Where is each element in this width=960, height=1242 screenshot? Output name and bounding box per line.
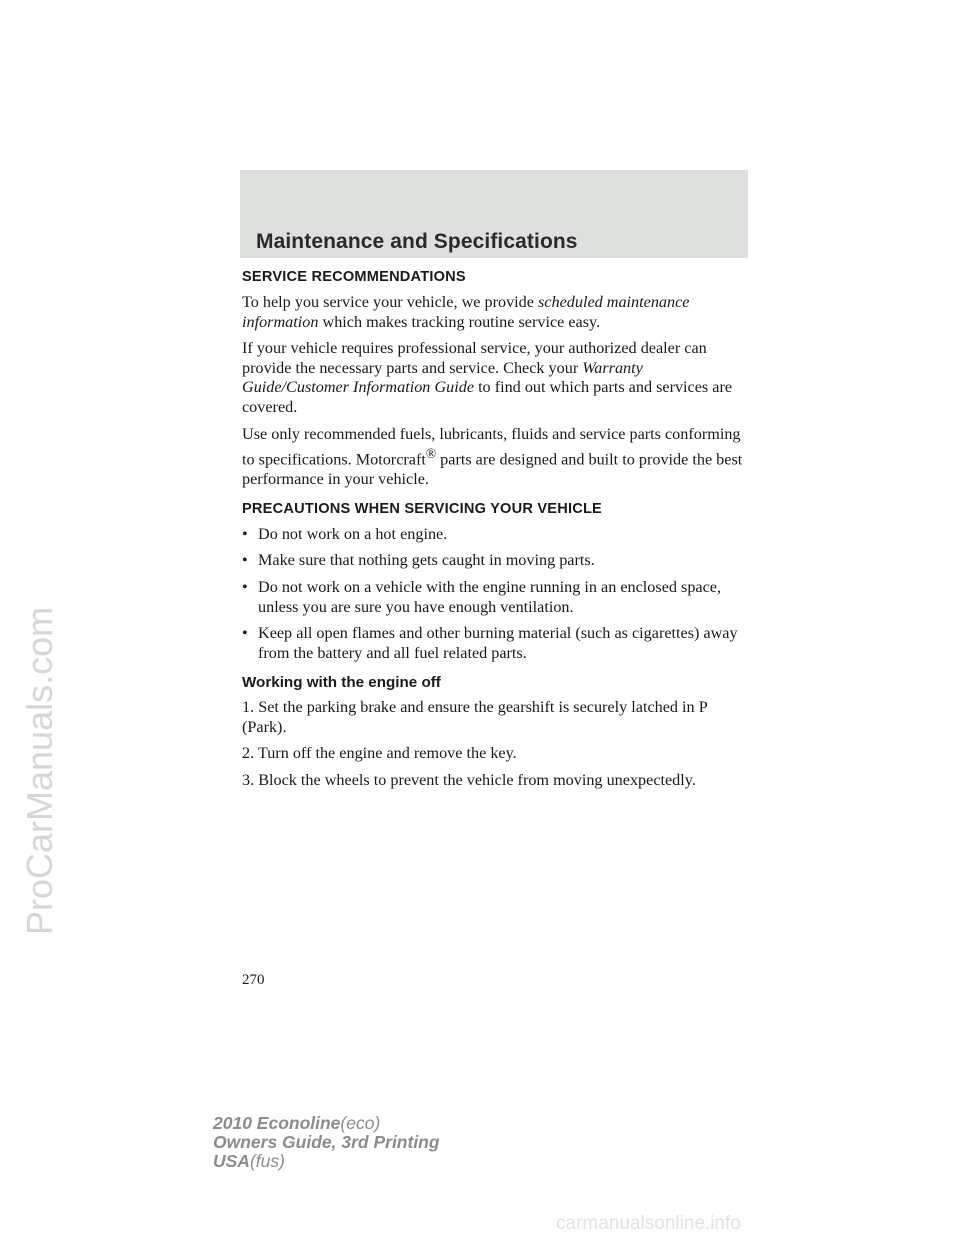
footer-model: 2010 Econoline bbox=[213, 1113, 341, 1133]
precautions-list bbox=[242, 525, 752, 664]
service-paragraph-3: Use only recommended fuels, lubricants, fluids and service parts conforming to specifications. Motorcraft® parts are designed and built to provide the best performance in your vehicle. bbox=[242, 424, 743, 489]
engine-off-heading: Working with the engine off bbox=[242, 674, 441, 692]
footer-guide: Owners Guide, 3rd Printing bbox=[213, 1132, 440, 1152]
bullet-icon: • bbox=[242, 577, 248, 596]
list-item: • Keep all open flames and other burning material (such as cigarettes) away from the battery and all fuel related parts. bbox=[242, 624, 738, 662]
footer-market: USA bbox=[213, 1151, 250, 1171]
bottom-watermark: carmanualsonline.info bbox=[556, 1213, 741, 1234]
bullet-icon: • bbox=[242, 524, 248, 543]
engine-off-step-1: 1. Set the parking brake and ensure the gearshift is securely latched in P (Park). bbox=[242, 698, 708, 736]
footer-market-code: (fus) bbox=[249, 1151, 285, 1171]
section-title: Maintenance and Specifications bbox=[256, 230, 578, 253]
section-header-band bbox=[240, 170, 748, 258]
side-watermark-text: ProCarManuals.com bbox=[19, 606, 60, 935]
document-footer bbox=[213, 1114, 440, 1171]
service-paragraph-2: If your vehicle requires professional service, your authorized dealer can provide the necessary parts and service. Check your Warranty Guide/Customer Information Guide to find out which parts and services are covered. bbox=[242, 339, 733, 416]
precautions-heading: PRECAUTIONS WHEN SERVICING YOUR VEHICLE bbox=[242, 500, 602, 517]
bullet-icon: • bbox=[242, 551, 248, 570]
engine-off-step-2: 2. Turn off the engine and remove the key. bbox=[242, 744, 517, 763]
side-watermark bbox=[6, 420, 66, 940]
registered-trademark-symbol: ® bbox=[425, 446, 437, 462]
list-item: • Make sure that nothing gets caught in moving parts. bbox=[242, 551, 595, 570]
engine-off-step-3: 3. Block the wheels to prevent the vehicle from moving unexpectedly. bbox=[242, 771, 696, 790]
list-item: • Do not work on a vehicle with the engine running in an enclosed space, unless you are sure you have enough ventilation. bbox=[242, 577, 722, 616]
bullet-icon: • bbox=[242, 624, 248, 643]
service-paragraph-1: To help you service your vehicle, we provide scheduled maintenance information which makes tracking routine service easy. bbox=[242, 293, 690, 331]
footer-model-code: (eco) bbox=[340, 1113, 381, 1133]
page-content bbox=[242, 268, 752, 798]
list-item: • Do not work on a hot engine. bbox=[242, 524, 448, 543]
service-recommendations-heading: SERVICE RECOMMENDATIONS bbox=[242, 269, 466, 285]
page-number: 270 bbox=[242, 972, 265, 988]
